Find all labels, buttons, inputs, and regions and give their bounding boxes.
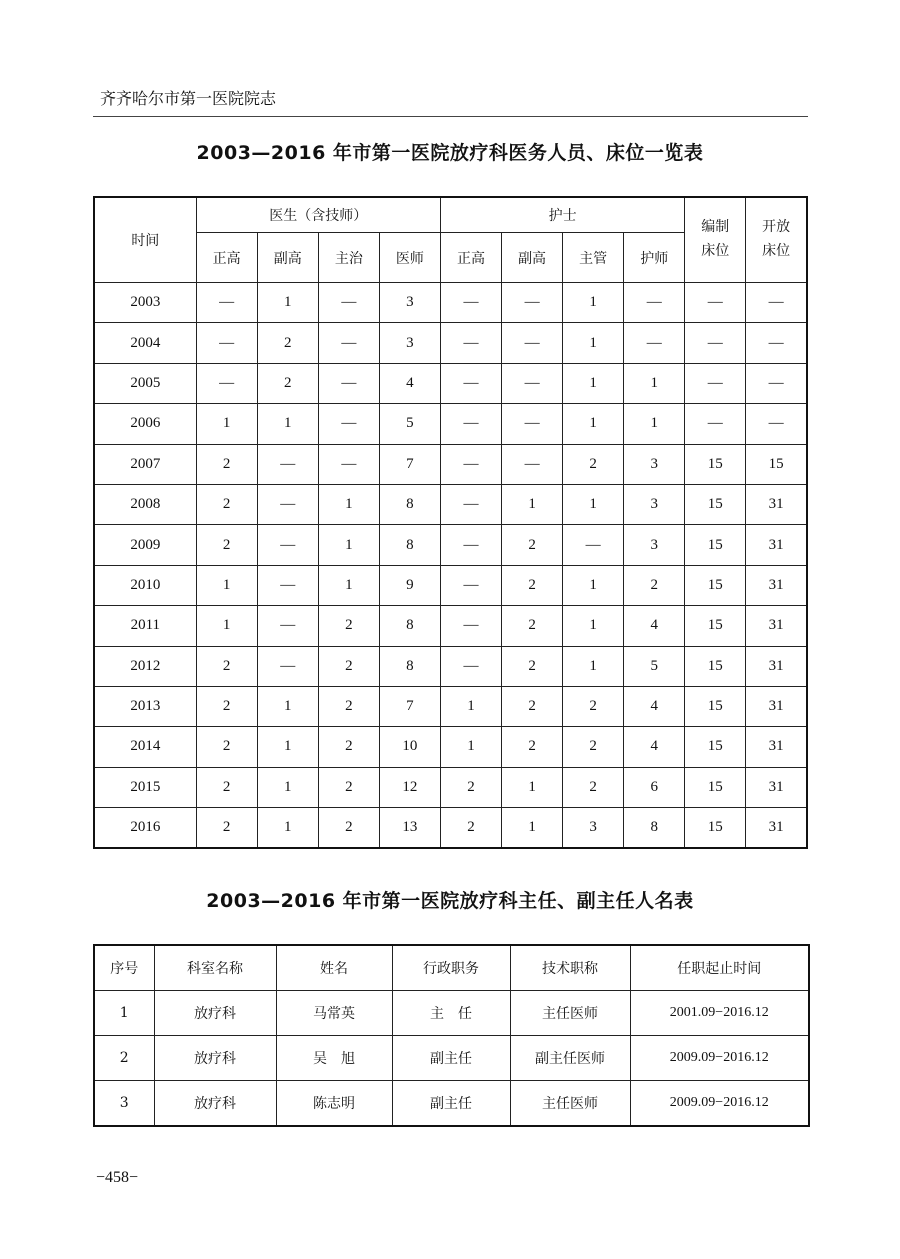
year-cell: 2015 [94, 767, 196, 807]
table-cell: 6 [624, 767, 685, 807]
col-header-beds-open: 开放床位 [746, 197, 807, 283]
table-cell: 1 [257, 808, 318, 849]
table-cell: 1 [624, 363, 685, 403]
table-row [94, 565, 807, 605]
col-header: 技术职称 [510, 945, 630, 991]
table-row [94, 1036, 809, 1081]
table-cell: 1 [563, 283, 624, 323]
table-row [94, 646, 807, 686]
table-cell: 1 [196, 404, 257, 444]
table-cell: 2001.09−2016.12 [630, 991, 809, 1036]
table-cell: 陈志明 [276, 1081, 392, 1127]
table-cell: — [440, 606, 501, 646]
table-cell: 15 [685, 525, 746, 565]
table-row [94, 767, 807, 807]
table-cell: 1 [563, 646, 624, 686]
table-cell: — [746, 404, 807, 444]
year-cell: 2006 [94, 404, 196, 444]
table-cell: 副主任 [392, 1036, 510, 1081]
table-cell: 3 [379, 283, 440, 323]
table-cell: 2 [196, 686, 257, 726]
table-cell: 2 [502, 686, 563, 726]
table-cell: 2 [318, 646, 379, 686]
table-cell: 1 [563, 404, 624, 444]
table-cell: 3 [624, 525, 685, 565]
table-cell: — [440, 323, 501, 363]
table-cell: — [318, 283, 379, 323]
table-cell: — [502, 323, 563, 363]
group-header-nurse: 护士 [440, 197, 684, 233]
table-cell: 副主任医师 [510, 1036, 630, 1081]
table-cell: 3 [94, 1081, 154, 1127]
table-cell: 1 [318, 525, 379, 565]
table-cell: 8 [379, 484, 440, 524]
table-cell: — [318, 404, 379, 444]
col-header-doctor-attending: 主治 [318, 233, 379, 283]
table-cell: 2 [440, 767, 501, 807]
col-header-nurse-associate: 副高 [502, 233, 563, 283]
table-row [94, 283, 807, 323]
table-cell: 2 [502, 646, 563, 686]
year-cell: 2004 [94, 323, 196, 363]
staff-beds-table [93, 196, 808, 849]
table-cell: 主 任 [392, 991, 510, 1036]
table-cell: 1 [318, 565, 379, 605]
table-cell: 2 [318, 767, 379, 807]
table-cell: 2 [318, 606, 379, 646]
year-cell: 2010 [94, 565, 196, 605]
table-cell: 1 [257, 727, 318, 767]
table-cell: 31 [746, 767, 807, 807]
table-cell: 放疗科 [154, 1036, 276, 1081]
table-cell: — [440, 484, 501, 524]
table-row [94, 363, 807, 403]
table-row [94, 991, 809, 1036]
table-cell: 2 [563, 767, 624, 807]
table-cell: — [318, 444, 379, 484]
table-cell: — [624, 323, 685, 363]
table-cell: 吴 旭 [276, 1036, 392, 1081]
table-row [94, 606, 807, 646]
table-cell: — [318, 363, 379, 403]
table-cell: 主任医师 [510, 1081, 630, 1127]
table-cell: 31 [746, 565, 807, 605]
table-cell: — [502, 404, 563, 444]
table-cell: 2 [563, 727, 624, 767]
table-cell: 1 [196, 565, 257, 605]
table-cell: — [257, 646, 318, 686]
table-cell: 4 [624, 727, 685, 767]
table-cell: 4 [624, 686, 685, 726]
table-cell: 2 [94, 1036, 154, 1081]
table-row [94, 444, 807, 484]
table-cell: 副主任 [392, 1081, 510, 1127]
table-cell: 15 [685, 686, 746, 726]
table-cell: 2 [563, 686, 624, 726]
col-header-doctor-senior: 正高 [196, 233, 257, 283]
table-cell: — [257, 484, 318, 524]
table2-title: 2003—2016 年市第一医院放疗科主任、副主任人名表 [206, 890, 694, 912]
table-cell: 1 [257, 404, 318, 444]
table-cell: 3 [624, 444, 685, 484]
year-cell: 2007 [94, 444, 196, 484]
table-cell: 2 [196, 484, 257, 524]
table-cell: 2 [196, 808, 257, 849]
table-cell: 1 [440, 727, 501, 767]
table-cell: 2009.09−2016.12 [630, 1081, 809, 1127]
table-cell: 2 [502, 606, 563, 646]
table-cell: — [685, 323, 746, 363]
table-cell: 1 [563, 484, 624, 524]
group-header-doctor: 医生（含技师） [196, 197, 440, 233]
col-header-time: 时间 [94, 197, 196, 283]
table-cell: 放疗科 [154, 1081, 276, 1127]
table-cell: 2 [502, 727, 563, 767]
table-cell: 31 [746, 484, 807, 524]
table-row [94, 323, 807, 363]
table-cell: 1 [257, 767, 318, 807]
table-cell: 1 [563, 606, 624, 646]
table-cell: 1 [257, 686, 318, 726]
table-cell: 2 [196, 646, 257, 686]
col-header: 科室名称 [154, 945, 276, 991]
table-cell: 2 [318, 808, 379, 849]
table-cell: 1 [318, 484, 379, 524]
table-cell: 5 [624, 646, 685, 686]
col-header-doctor-associate: 副高 [257, 233, 318, 283]
table-cell: 4 [379, 363, 440, 403]
table-row [94, 404, 807, 444]
year-cell: 2009 [94, 525, 196, 565]
book-header-title: 齐齐哈尔市第一医院院志 [100, 89, 277, 108]
table1-title: 2003—2016 年市第一医院放疗科医务人员、床位一览表 [196, 142, 704, 164]
table-cell: — [746, 323, 807, 363]
table-cell: — [257, 565, 318, 605]
table-cell: — [196, 283, 257, 323]
col-header: 任职起止时间 [630, 945, 809, 991]
table-cell: 1 [196, 606, 257, 646]
table-cell: — [440, 444, 501, 484]
table-cell: 8 [379, 606, 440, 646]
table-cell: 15 [746, 444, 807, 484]
table-cell: 7 [379, 444, 440, 484]
table-cell: — [563, 525, 624, 565]
year-cell: 2008 [94, 484, 196, 524]
table-cell: — [440, 363, 501, 403]
table-cell: 2 [440, 808, 501, 849]
table-cell: 31 [746, 727, 807, 767]
table-cell: 31 [746, 606, 807, 646]
table-cell: — [746, 363, 807, 403]
col-header-nurse-practitioner: 护师 [624, 233, 685, 283]
table-cell: — [318, 323, 379, 363]
col-header: 姓名 [276, 945, 392, 991]
table-cell: 1 [502, 767, 563, 807]
table-cell: 1 [563, 363, 624, 403]
table-cell: — [257, 444, 318, 484]
table-cell: 3 [563, 808, 624, 849]
table-cell: — [685, 404, 746, 444]
table-cell: — [440, 283, 501, 323]
table-cell: — [440, 525, 501, 565]
table-cell: 31 [746, 686, 807, 726]
table-cell: 31 [746, 646, 807, 686]
table-cell: 15 [685, 767, 746, 807]
table-cell: — [440, 565, 501, 605]
leaders-table [93, 944, 810, 1127]
table-cell: — [196, 363, 257, 403]
table-cell: 主任医师 [510, 991, 630, 1036]
table-cell: 15 [685, 444, 746, 484]
col-header-beds-planned: 编制床位 [685, 197, 746, 283]
table-cell: — [196, 323, 257, 363]
table-cell: 4 [624, 606, 685, 646]
table-cell: 2 [196, 727, 257, 767]
table-cell: — [502, 444, 563, 484]
table-cell: 3 [379, 323, 440, 363]
table-cell: 1 [257, 283, 318, 323]
table-cell: 放疗科 [154, 991, 276, 1036]
table-cell: 15 [685, 565, 746, 605]
table-cell: 1 [563, 565, 624, 605]
table-cell: 2 [502, 525, 563, 565]
year-cell: 2005 [94, 363, 196, 403]
table-row [94, 525, 807, 565]
table-row [94, 1081, 809, 1127]
table-cell: 2 [318, 686, 379, 726]
table-cell: 7 [379, 686, 440, 726]
table-cell: 2 [196, 444, 257, 484]
year-cell: 2012 [94, 646, 196, 686]
table-cell: 12 [379, 767, 440, 807]
table-cell: 15 [685, 606, 746, 646]
table-cell: 2009.09−2016.12 [630, 1036, 809, 1081]
table-cell: — [746, 283, 807, 323]
table-cell: — [624, 283, 685, 323]
table-cell: 8 [379, 525, 440, 565]
table-cell: 10 [379, 727, 440, 767]
table-cell: 15 [685, 808, 746, 849]
col-header-nurse-supervisor: 主管 [563, 233, 624, 283]
table-cell: 3 [624, 484, 685, 524]
table-cell: 2 [196, 525, 257, 565]
table-cell: 31 [746, 525, 807, 565]
table-cell: 1 [440, 686, 501, 726]
table-cell: 31 [746, 808, 807, 849]
col-header-nurse-senior: 正高 [440, 233, 501, 283]
header-divider [93, 116, 808, 117]
table-cell: 8 [379, 646, 440, 686]
table-cell: 5 [379, 404, 440, 444]
col-header-doctor-physician: 医师 [379, 233, 440, 283]
table-cell: 1 [563, 323, 624, 363]
table-cell: — [502, 283, 563, 323]
table-cell: — [502, 363, 563, 403]
table-cell: 8 [624, 808, 685, 849]
year-cell: 2013 [94, 686, 196, 726]
table-cell: 2 [257, 323, 318, 363]
col-header: 行政职务 [392, 945, 510, 991]
year-cell: 2014 [94, 727, 196, 767]
table-cell: — [685, 363, 746, 403]
table-cell: 马常英 [276, 991, 392, 1036]
table-cell: 2 [318, 727, 379, 767]
table-cell: 1 [624, 404, 685, 444]
table-cell: — [440, 404, 501, 444]
table-cell: — [685, 283, 746, 323]
year-cell: 2016 [94, 808, 196, 849]
table-cell: 15 [685, 646, 746, 686]
table-row [94, 727, 807, 767]
table-cell: 9 [379, 565, 440, 605]
table-cell: 15 [685, 727, 746, 767]
year-cell: 2011 [94, 606, 196, 646]
year-cell: 2003 [94, 283, 196, 323]
table-cell: 2 [563, 444, 624, 484]
table-cell: 2 [624, 565, 685, 605]
table-cell: 2 [196, 767, 257, 807]
table-cell: — [257, 525, 318, 565]
table-cell: 2 [502, 565, 563, 605]
table-cell: 15 [685, 484, 746, 524]
table-cell: 1 [94, 991, 154, 1036]
table-cell: 1 [502, 484, 563, 524]
table-row [94, 686, 807, 726]
table-cell: — [257, 606, 318, 646]
table-cell: 13 [379, 808, 440, 849]
page-number: −458− [96, 1169, 139, 1186]
table-cell: 1 [502, 808, 563, 849]
table-row [94, 484, 807, 524]
table-cell: — [440, 646, 501, 686]
table-row [94, 808, 807, 849]
table-cell: 2 [257, 363, 318, 403]
col-header: 序号 [94, 945, 154, 991]
